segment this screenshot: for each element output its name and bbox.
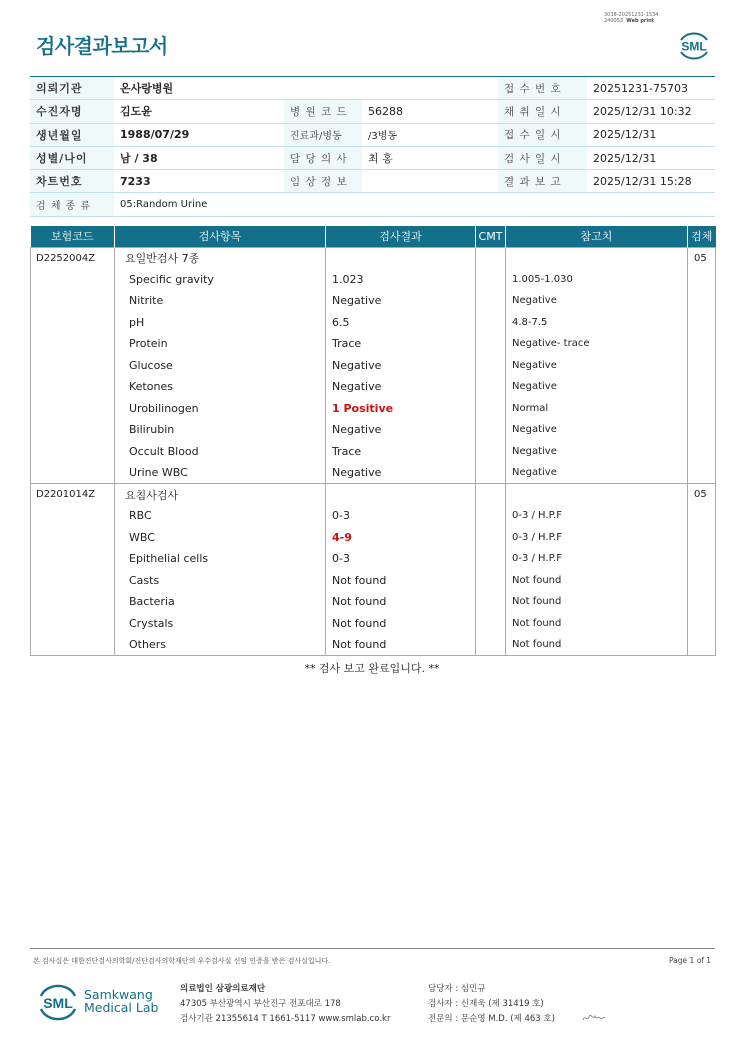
table-row — [31, 570, 716, 592]
table-row — [31, 441, 716, 463]
cmt-cell — [476, 355, 506, 377]
test-result: Negative — [326, 290, 476, 312]
code-cell — [31, 269, 115, 291]
specimen-cell — [688, 376, 716, 398]
reference-range: Normal — [506, 398, 688, 420]
group-specimen: 05 — [688, 484, 716, 506]
sex-age-label: 성별/나이 — [30, 146, 114, 169]
test-item: Casts — [115, 570, 326, 592]
cmt-cell — [476, 591, 506, 613]
chart-value: 7233 — [114, 170, 284, 193]
clinical-value — [362, 170, 498, 193]
code-cell — [31, 462, 115, 484]
code-cell — [31, 376, 115, 398]
results-body — [31, 247, 716, 656]
print-code — [604, 12, 659, 24]
specimen-cell — [688, 570, 716, 592]
name-label: 수진자명 — [30, 100, 114, 123]
print-code-number: 240053 — [604, 18, 624, 24]
certification-note: 본 검사실은 대한진단검사의학회/진단검사의학재단의 우수검사실 신임 인증을 받은 검사실입니다. — [33, 957, 331, 965]
test-result: Negative — [326, 419, 476, 441]
reference-range: 0-3 / H.P.F — [506, 527, 688, 549]
sml-footer-logo-icon — [36, 980, 80, 1024]
group-result-cell — [326, 247, 476, 269]
col-header-cmt: CMT — [476, 226, 506, 247]
test-item: Glucose — [115, 355, 326, 377]
table-row — [31, 462, 716, 484]
col-header-result: 검사결과 — [326, 226, 476, 247]
page-title: 검사결과보고서 — [36, 34, 168, 58]
cmt-cell — [476, 333, 506, 355]
cmt-cell — [476, 527, 506, 549]
table-row — [31, 398, 716, 420]
col-header-item: 검사항목 — [115, 226, 326, 247]
specimen-cell — [688, 613, 716, 635]
test-item: Crystals — [115, 613, 326, 635]
receipt-no-value: 20251231-75703 — [587, 77, 715, 100]
reference-range: Not found — [506, 591, 688, 613]
cmt-cell — [476, 613, 506, 635]
patient-info-table — [30, 76, 715, 217]
staff-info — [428, 982, 555, 1027]
sex-age-value: 남 / 38 — [114, 146, 284, 169]
dept-label: 진료과/병동 — [284, 123, 362, 146]
test-result: Negative — [326, 355, 476, 377]
table-row — [31, 419, 716, 441]
table-row — [31, 376, 716, 398]
collect-date-label: 채 취 일 시 — [498, 100, 587, 123]
test-date-value: 2025/12/31 — [587, 146, 715, 169]
group-cmt-cell — [476, 484, 506, 506]
col-header-specimen: 검체 — [688, 226, 716, 247]
cmt-cell — [476, 290, 506, 312]
completion-text: ** 검사 보고 완료입니다. ** — [304, 662, 440, 675]
reference-range: Not found — [506, 570, 688, 592]
brand-line1: Samkwang — [84, 987, 153, 1002]
group-name: 요일반검사 7종 — [115, 247, 326, 269]
table-row — [31, 527, 716, 549]
test-item: Bilirubin — [115, 419, 326, 441]
staff-manager: 담당자 : 심민규 — [428, 984, 486, 994]
test-result: 0-3 — [326, 505, 476, 527]
clinical-label: 임 상 정 보 — [284, 170, 362, 193]
table-row — [31, 269, 716, 291]
reference-range: Negative — [506, 419, 688, 441]
cmt-cell — [476, 376, 506, 398]
group-ref-cell — [506, 247, 688, 269]
reference-range: Not found — [506, 634, 688, 656]
collect-date-value: 2025/12/31 10:32 — [587, 100, 715, 123]
test-result: 6.5 — [326, 312, 476, 334]
table-row — [31, 312, 716, 334]
test-item: Ketones — [115, 376, 326, 398]
cmt-cell — [476, 462, 506, 484]
reference-range: Negative- trace — [506, 333, 688, 355]
group-name: 요침사검사 — [115, 484, 326, 506]
test-result: Not found — [326, 591, 476, 613]
reference-range: Not found — [506, 613, 688, 635]
cmt-cell — [476, 441, 506, 463]
test-result: Trace — [326, 333, 476, 355]
sml-logo-icon — [675, 26, 713, 64]
test-date-label: 검 사 일 시 — [498, 146, 587, 169]
reference-range: 1.005-1.030 — [506, 269, 688, 291]
test-item: Others — [115, 634, 326, 656]
reference-range: 0-3 / H.P.F — [506, 505, 688, 527]
org-name: 의료법인 삼광의료재단 — [180, 984, 266, 994]
birth-label: 생년월일 — [30, 123, 114, 146]
reference-range: Negative — [506, 441, 688, 463]
svg-text:SML: SML — [43, 995, 73, 1011]
cmt-cell — [476, 505, 506, 527]
test-item: Specific gravity — [115, 269, 326, 291]
test-item: RBC — [115, 505, 326, 527]
cmt-cell — [476, 570, 506, 592]
staff-specialist: 전문의 : 문순영 M.D. (제 463 호) — [428, 1014, 555, 1024]
specimen-cell — [688, 312, 716, 334]
specimen-cell — [688, 527, 716, 549]
group-row — [31, 484, 716, 506]
brand-line2: Medical Lab — [84, 1000, 159, 1015]
code-cell — [31, 548, 115, 570]
test-result: Trace — [326, 441, 476, 463]
specimen-cell — [688, 269, 716, 291]
results-table — [30, 226, 716, 656]
table-row — [31, 548, 716, 570]
code-cell — [31, 570, 115, 592]
brand-name — [84, 988, 158, 1014]
cmt-cell — [476, 548, 506, 570]
test-result: 1 Positive — [326, 398, 476, 420]
test-item: Epithelial cells — [115, 548, 326, 570]
test-item: Urobilinogen — [115, 398, 326, 420]
hospital-value: 온사랑병원 — [114, 77, 498, 100]
col-header-code: 보험코드 — [31, 226, 115, 247]
hospital-code-value: 56288 — [362, 100, 498, 123]
test-result: 4-9 — [326, 527, 476, 549]
hospital-label: 의뢰기관 — [30, 77, 114, 100]
staff-tester: 검사자 : 신재욱 (제 31419 호) — [428, 999, 544, 1009]
specimen-cell — [688, 333, 716, 355]
cmt-cell — [476, 634, 506, 656]
test-item: Bacteria — [115, 591, 326, 613]
print-code-label: Web print — [626, 18, 655, 24]
code-cell — [31, 527, 115, 549]
code-cell — [31, 613, 115, 635]
specimen-cell — [688, 634, 716, 656]
table-row — [31, 355, 716, 377]
report-date-label: 결 과 보 고 — [498, 170, 587, 193]
print-code-line1: 3038-20251231-1534 — [604, 12, 659, 18]
svg-text:SML: SML — [681, 39, 707, 54]
doctor-value: 최 홍 — [362, 146, 498, 169]
test-result: 1.023 — [326, 269, 476, 291]
table-row — [31, 591, 716, 613]
table-row — [31, 505, 716, 527]
receipt-date-value: 2025/12/31 — [587, 123, 715, 146]
test-item: Urine WBC — [115, 462, 326, 484]
specimen-cell — [688, 441, 716, 463]
code-cell — [31, 398, 115, 420]
code-cell — [31, 333, 115, 355]
code-cell — [31, 441, 115, 463]
org-info — [180, 982, 390, 1027]
org-contact: 검사기관 21355614 T 1661-5117 www.smlab.co.kr — [180, 1014, 391, 1024]
cmt-cell — [476, 269, 506, 291]
group-cmt-cell — [476, 247, 506, 269]
signature-icon — [581, 1012, 607, 1024]
specimen-cell — [688, 355, 716, 377]
table-row — [31, 290, 716, 312]
org-address: 47305 부산광역시 부산진구 전포대로 178 — [180, 999, 341, 1009]
specimen-value: 05:Random Urine — [114, 193, 715, 216]
code-cell — [31, 419, 115, 441]
test-item: Nitrite — [115, 290, 326, 312]
reference-range: Negative — [506, 462, 688, 484]
test-result: Negative — [326, 376, 476, 398]
doctor-label: 담 당 의 사 — [284, 146, 362, 169]
code-cell — [31, 505, 115, 527]
birth-value: 1988/07/29 — [114, 123, 284, 146]
specimen-label: 검 체 종 류 — [30, 193, 114, 216]
cmt-cell — [476, 312, 506, 334]
test-item: Protein — [115, 333, 326, 355]
specimen-cell — [688, 505, 716, 527]
code-cell — [31, 634, 115, 656]
cmt-cell — [476, 419, 506, 441]
group-code: D2252004Z — [31, 247, 115, 269]
chart-label: 차트번호 — [30, 170, 114, 193]
footer-divider — [30, 948, 715, 949]
table-row — [31, 333, 716, 355]
code-cell — [31, 290, 115, 312]
specimen-cell — [688, 419, 716, 441]
code-cell — [31, 355, 115, 377]
specimen-cell — [688, 462, 716, 484]
group-result-cell — [326, 484, 476, 506]
receipt-date-label: 접 수 일 시 — [498, 123, 587, 146]
page-number: Page 1 of 1 — [669, 956, 712, 965]
table-row — [31, 634, 716, 656]
receipt-no-label: 접 수 번 호 — [498, 77, 587, 100]
test-result: Not found — [326, 613, 476, 635]
name-value: 김도윤 — [114, 100, 284, 123]
test-item: Occult Blood — [115, 441, 326, 463]
reference-range: 4.8-7.5 — [506, 312, 688, 334]
dept-value: /3병동 — [362, 123, 498, 146]
reference-range: Negative — [506, 290, 688, 312]
report-date-value: 2025/12/31 15:28 — [587, 170, 715, 193]
group-code: D2201014Z — [31, 484, 115, 506]
code-cell — [31, 591, 115, 613]
specimen-cell — [688, 591, 716, 613]
cmt-cell — [476, 398, 506, 420]
group-specimen: 05 — [688, 247, 716, 269]
test-result: Not found — [326, 634, 476, 656]
hospital-code-label: 병 원 코 드 — [284, 100, 362, 123]
code-cell — [31, 312, 115, 334]
test-result: Negative — [326, 462, 476, 484]
table-row — [31, 613, 716, 635]
test-result: Not found — [326, 570, 476, 592]
test-item: WBC — [115, 527, 326, 549]
specimen-cell — [688, 290, 716, 312]
reference-range: 0-3 / H.P.F — [506, 548, 688, 570]
reference-range: Negative — [506, 355, 688, 377]
test-result: 0-3 — [326, 548, 476, 570]
specimen-cell — [688, 548, 716, 570]
col-header-ref: 참고치 — [506, 226, 688, 247]
reference-range: Negative — [506, 376, 688, 398]
group-row — [31, 247, 716, 269]
specimen-cell — [688, 398, 716, 420]
group-ref-cell — [506, 484, 688, 506]
test-item: pH — [115, 312, 326, 334]
